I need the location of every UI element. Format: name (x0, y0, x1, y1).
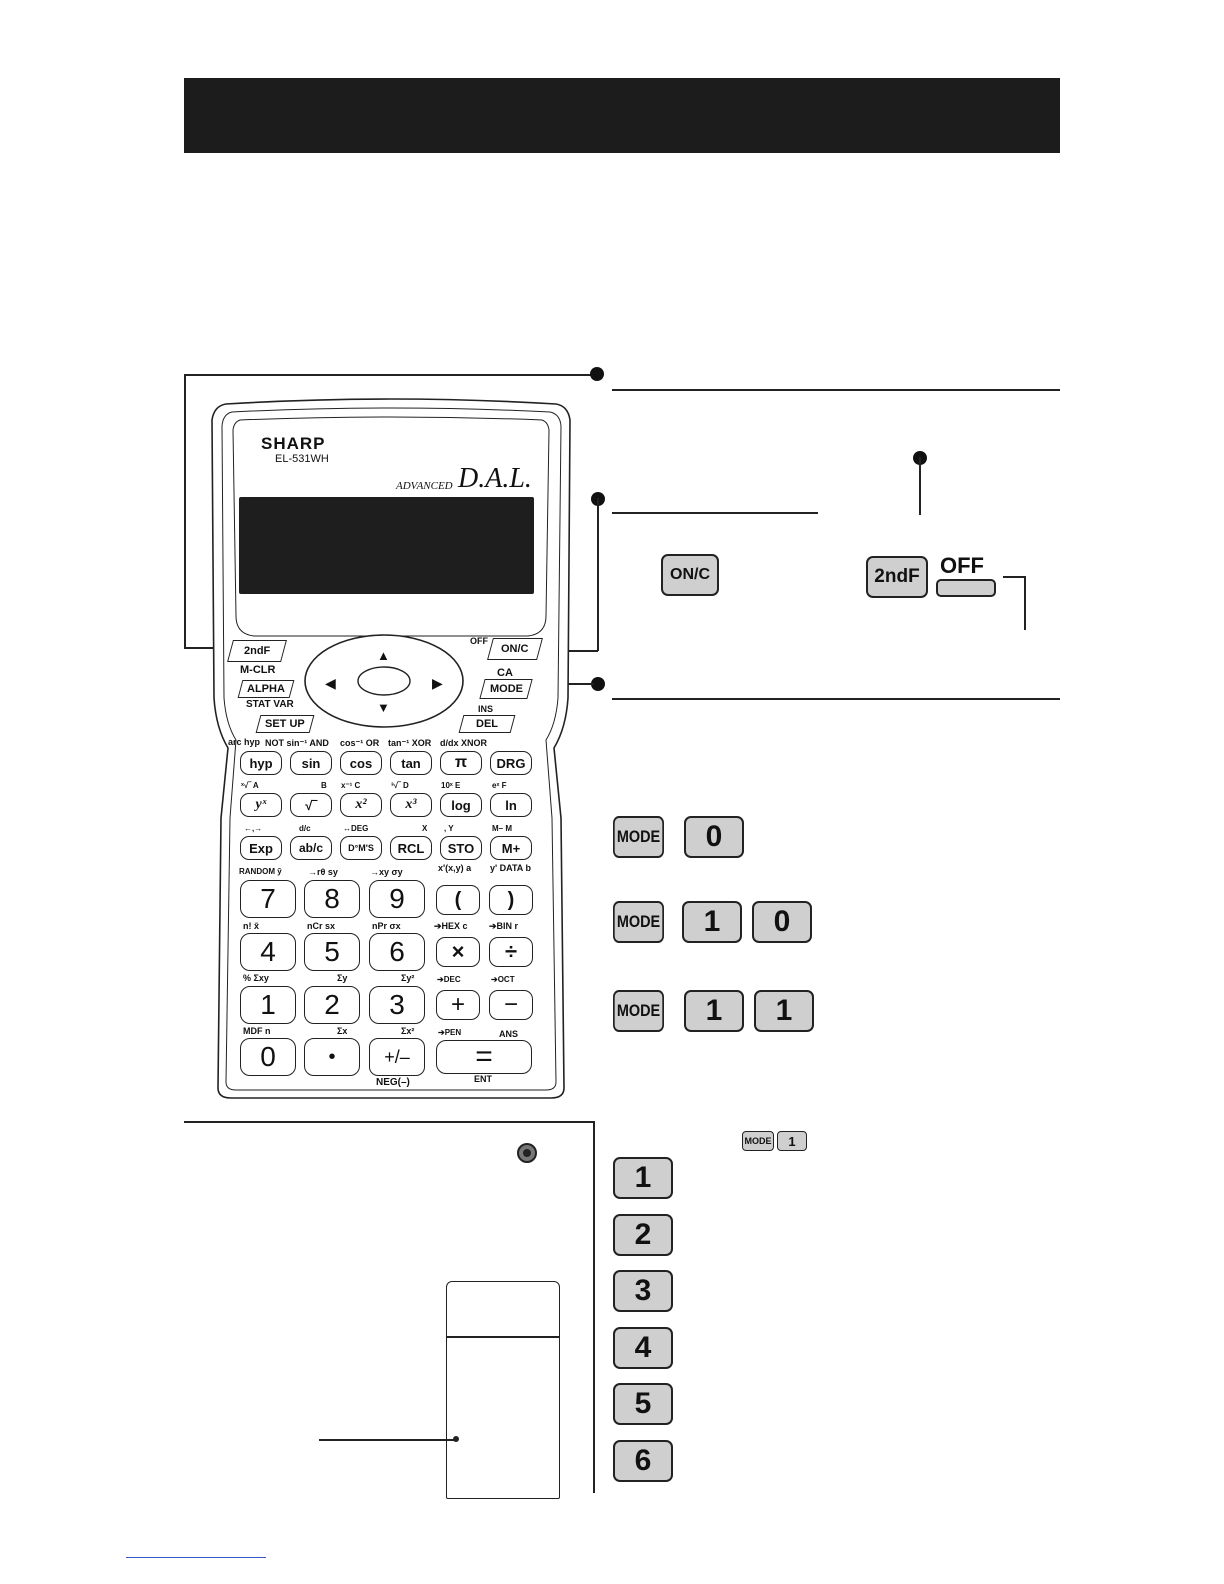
model-number: EL-531WH (275, 453, 329, 465)
second-f-key-label: 2ndF (874, 566, 920, 587)
row6-label-1: Σx (337, 1026, 348, 1036)
ins-label: INS (478, 704, 494, 714)
calculator-back-cover (446, 1281, 560, 1499)
stat-key-6[interactable]: 6 (613, 1440, 673, 1482)
row2-label-0: ←,→ (244, 824, 263, 833)
row0-label-4: d/dx XNOR (440, 738, 488, 748)
row2-label-5: M– M (492, 824, 512, 833)
key-7[interactable]: 7 (240, 880, 296, 918)
row2-label-2: ↔DEG (343, 824, 369, 833)
row6-label-0: MDF n (243, 1026, 271, 1036)
one-key-seq2[interactable]: 1 (682, 901, 742, 943)
stat-key-3[interactable]: 3 (613, 1270, 673, 1312)
row2-label-3: X (422, 824, 428, 833)
row5-label-1: Σy (337, 973, 348, 983)
series-small-text: ADVANCED (396, 480, 453, 492)
row4-label-4: ➔HEX c (434, 921, 468, 931)
key-4[interactable]: 4 (240, 933, 296, 971)
key-8[interactable]: 8 (304, 880, 360, 918)
key-rcl[interactable]: RCL (390, 836, 432, 860)
row0-label-1: NOT sin⁻¹ AND (265, 738, 329, 748)
row3-label-1: →rθ sy (308, 867, 338, 877)
key-hyp[interactable]: hyp (240, 751, 282, 775)
key-decimal[interactable]: • (304, 1038, 360, 1076)
row4-label-1: nCr sx (307, 921, 336, 931)
one-key-seq3a[interactable]: 1 (684, 990, 744, 1032)
leader-off-vertical (919, 457, 921, 515)
on-c-key-label: ON/C (670, 566, 710, 583)
off-key-label: OFF (940, 553, 984, 578)
calc-mode-key[interactable]: MODE (479, 679, 532, 699)
stat-key-2[interactable]: 2 (613, 1214, 673, 1256)
key-9[interactable]: 9 (369, 880, 425, 918)
key-1[interactable]: 1 (240, 986, 296, 1024)
calc-alpha-key[interactable]: ALPHA (238, 680, 295, 698)
stat-key-5[interactable]: 5 (613, 1383, 673, 1425)
row1-label-3: ³√‾ D (391, 781, 409, 790)
key-minus[interactable]: − (489, 990, 533, 1020)
row6-label-2: Σx² (401, 1026, 415, 1036)
calculator-display (239, 497, 534, 594)
mode-key-small[interactable]: MODE (742, 1131, 774, 1151)
arrow-down-icon[interactable]: ▼ (377, 700, 390, 715)
statvar-label: STAT VAR (246, 699, 294, 710)
neg-label: NEG(–) (376, 1077, 410, 1088)
rule-power-section (612, 389, 1060, 391)
row3-label-2: →xy σy (370, 867, 403, 877)
leader-onc-vertical (597, 498, 599, 651)
brand-logo: SHARP (261, 434, 326, 453)
key-sqrt[interactable]: √‾ (290, 793, 332, 817)
off-key[interactable] (936, 579, 996, 597)
row6-label-4: ➔PEN (438, 1028, 462, 1037)
ent-label: ENT (474, 1074, 492, 1084)
ca-label: CA (497, 667, 513, 679)
row4-label-2: nPr σx (372, 921, 401, 931)
leader-back-cover-dot (453, 1436, 459, 1442)
key-power[interactable]: yˣ (240, 793, 282, 817)
key-5[interactable]: 5 (304, 933, 360, 971)
series-big-text: D.A.L. (458, 463, 532, 494)
on-c-key[interactable] (661, 554, 719, 596)
row5-label-2: Σy² (401, 973, 415, 983)
calc-del-key[interactable]: DEL (459, 715, 516, 733)
key-sign[interactable]: +/– (369, 1038, 425, 1076)
section-header-bar (184, 78, 1060, 153)
row1-label-4: 10ˣ E (441, 781, 461, 790)
row0-label-2: cos⁻¹ OR (340, 738, 380, 748)
arrow-left-icon[interactable]: ◀ (325, 675, 336, 691)
row6-label-5: ANS (499, 1029, 519, 1039)
row4-label-5: ➔BIN r (489, 921, 519, 931)
row0-label-0: arc hyp (228, 737, 261, 747)
key-2[interactable]: 2 (304, 986, 360, 1024)
row3-label-5: y' DATA b (490, 863, 531, 873)
key-drg[interactable]: DRG (490, 751, 532, 775)
zero-key-seq2[interactable]: 0 (752, 901, 812, 943)
row3-label-0: RANDOM ȳ (239, 867, 282, 876)
key-mplus[interactable]: M+ (490, 836, 532, 860)
key-plus[interactable]: + (436, 990, 480, 1020)
row1-label-2: x⁻¹ C (341, 781, 361, 790)
key-multiply[interactable]: × (436, 937, 480, 967)
footer-link-underline[interactable] (126, 1557, 266, 1558)
key-tan[interactable]: tan (390, 751, 432, 775)
key-cos[interactable]: cos (340, 751, 382, 775)
lower-box-right-rule (593, 1121, 595, 1493)
stat-key-1[interactable]: 1 (613, 1157, 673, 1199)
key-log[interactable]: log (440, 793, 482, 817)
key-sin[interactable]: sin (290, 751, 332, 775)
key-0[interactable]: 0 (240, 1038, 296, 1076)
arrow-right-icon[interactable]: ▶ (432, 675, 443, 691)
row3-label-4: x'(x,y) a (438, 863, 472, 873)
key-cube[interactable]: x³ (390, 793, 432, 817)
one-key-small[interactable]: 1 (777, 1131, 807, 1151)
stat-key-4[interactable]: 4 (613, 1327, 673, 1369)
key-pi[interactable]: π (440, 751, 482, 775)
leader-back-cover (319, 1439, 455, 1441)
second-f-key[interactable] (866, 556, 928, 598)
mclr-label: M-CLR (240, 664, 276, 676)
key-dms[interactable]: D°M'S (340, 836, 382, 860)
leader-2ndf-vertical (184, 374, 186, 648)
off-label: OFF (470, 636, 488, 646)
key-fraction[interactable]: ab/c (290, 836, 332, 860)
row1-label-1: B (321, 781, 327, 790)
row5-label-4: ➔DEC (437, 975, 461, 984)
key-equals[interactable]: = (436, 1040, 532, 1074)
calc-onc-key[interactable]: ON/C (487, 638, 543, 660)
calc-2ndf-key[interactable]: 2ndF (227, 640, 287, 662)
reset-button-icon (517, 1143, 537, 1163)
key-6[interactable]: 6 (369, 933, 425, 971)
lower-box-top-rule (184, 1121, 594, 1123)
rule-on-section (612, 512, 818, 514)
zero-key-seq1[interactable]: 0 (684, 816, 744, 858)
row2-label-1: d/c (299, 824, 311, 833)
row1-label-0: ˣ√‾ A (241, 781, 259, 790)
row0-label-3: tan⁻¹ XOR (388, 738, 432, 748)
key-open-paren[interactable]: ( (436, 885, 480, 915)
leader-2ndf-top (184, 374, 596, 376)
row4-label-0: n! x̄ (243, 921, 260, 931)
key-ln[interactable]: ln (490, 793, 532, 817)
mode-key-seq3[interactable]: MODE (613, 990, 664, 1032)
mode-key-seq2[interactable]: MODE (613, 901, 664, 943)
key-close-paren[interactable]: ) (489, 885, 533, 915)
callout-dot-2ndf (590, 367, 604, 381)
key-divide[interactable]: ÷ (489, 937, 533, 967)
arrow-up-icon[interactable]: ▲ (377, 648, 390, 663)
row5-label-0: % Σxy (243, 973, 269, 983)
row1-label-5: eˣ F (492, 781, 507, 790)
one-key-seq3b[interactable]: 1 (754, 990, 814, 1032)
key-sto[interactable]: STO (440, 836, 482, 860)
leader-off-bracket-top (1003, 576, 1026, 578)
leader-off-bracket-side (1024, 576, 1026, 630)
rule-mode-section (612, 698, 1060, 700)
row2-label-4: , Y (444, 824, 454, 833)
key-exp[interactable]: Exp (240, 836, 282, 860)
key-3[interactable]: 3 (369, 986, 425, 1024)
calc-setup-key[interactable]: SET UP (256, 715, 315, 733)
row5-label-5: ➔OCT (491, 975, 515, 984)
mode-key-seq1[interactable]: MODE (613, 816, 664, 858)
key-square[interactable]: x² (340, 793, 382, 817)
